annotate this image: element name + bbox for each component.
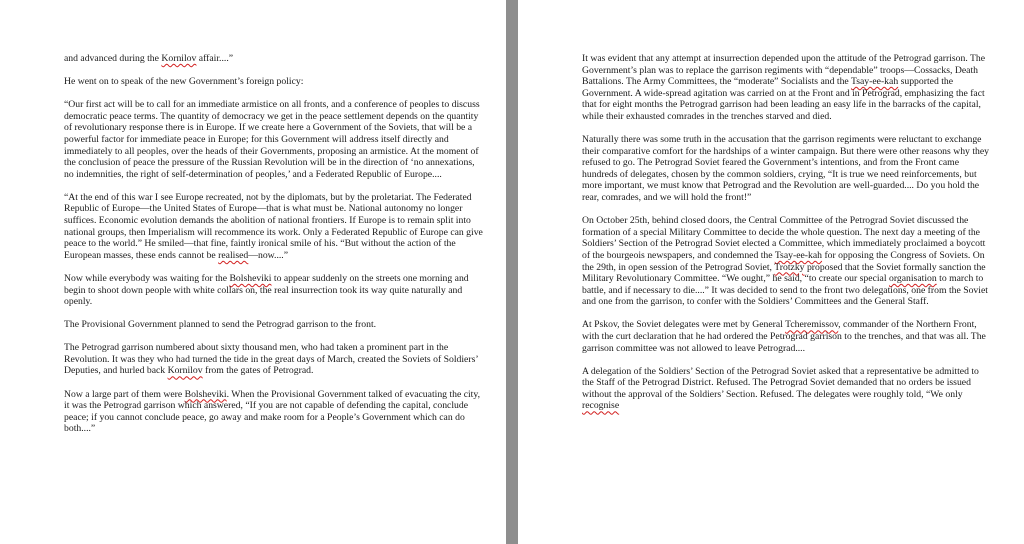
text-run: The Provisional Government planned to send the Petrograd garrison to the front.: [64, 319, 377, 331]
text-run: Now a large part of them were: [64, 388, 185, 400]
spellcheck-flagged-word: Kornilov: [161, 53, 197, 64]
body-paragraph: [582, 319, 990, 354]
text-run: He went on to speak of the new Government’s foreign policy:: [64, 76, 304, 88]
text-run: —now....”: [248, 249, 289, 261]
spellcheck-flagged-word: Tsay-ee-kah: [774, 249, 823, 261]
spellcheck-flagged-word: Kornilov: [167, 365, 203, 377]
spellcheck-flagged-word: Tcheremissov: [785, 319, 839, 331]
spellcheck-flagged-word: Bolsheviki: [229, 272, 272, 284]
text-run: supported the Government. A wide-spread agitation was carried on at the Front and in Petrograd, emphasizing the fact that for eight months the Petrograd garrison had been leading an easy life in the barracks of the capital, while their exhausted comrades in the trenches starved and died.: [582, 76, 985, 122]
text-run: At Pskov, the Soviet delegates were met by General: [582, 319, 786, 331]
text-run: The Petrograd garrison numbered about sixty thousand men, who had taken a prominent part in the Revolution. It was they who had turned the tide in the great days of March, created the Soviets of Soldiers’ Deputies, and hurled back: [64, 342, 478, 377]
text-run: Naturally there was some truth in the accusation that the garrison regiments were reluctant to exchange their comparative comfort for the hardships of a winter campaign. But there were other reasons why they refused to go. The Petrograd Soviet feared the Government’s intentions, and from the Front came hundreds of delegates, chosen by the common soldiers, crying, “It is true we need reinforcements, but more important, we must know that Petrograd and the Revolution are well-guarded.... Do you hold the rear, comrades, and we will hold the front!”: [582, 134, 990, 204]
spellcheck-flagged-word: Trotzky: [774, 261, 805, 273]
body-paragraph: [64, 76, 484, 88]
document-page-left[interactable]: [0, 0, 506, 544]
body-paragraph: [582, 134, 990, 204]
spellcheck-flagged-word: Tsay-ee-kah: [850, 76, 899, 88]
body-paragraph: [64, 99, 484, 180]
body-paragraph: [64, 53, 484, 65]
text-run: to march to battle, and if necessary to die....” It was decided to send to the front two delegations, one from the Soviet and one from the garrison, to confer with the Soldiers’ Committees and the General Staff.: [582, 273, 988, 308]
text-run: for opposing the Congress of Soviets. On the 29th, in open session of the Petrograd Soviet,: [582, 249, 985, 273]
text-run: A delegation of the Soldiers’ Section of the Petrograd Soviet asked that a representative be admitted to the Staff of the Petrograd District. Refused. The Petrograd Soviet demanded that no orders be issued without the approval of the Soldiers’ Section. Refused. The delegates were roughly told, “We only: [582, 365, 979, 400]
text-run: “At the end of this war I see Europe recreated, not by the diplomats, but by the proletariat. The Federated Republic of Europe—the United States of Europe—that is what must be. National autonomy no longer suffices. Economic evolution demands the abolition of national frontiers. If Europe is to remain split into national groups, then Imperialism will recommence its work. Only a Federated Republic of Europe can give peace to the world.” He smiled—that fine, faintly ironical smile of his. “But without the action of the European masses, these ends cannot be: [64, 191, 483, 261]
body-paragraph: [582, 53, 990, 123]
text-run: Now while everybody was waiting for the: [64, 272, 230, 284]
body-paragraph: [582, 366, 990, 412]
body-paragraph: [64, 192, 484, 262]
text-run: and advanced during the: [64, 53, 162, 64]
text-run: , commander of the Northern Front, with the curt declaration that he had ordered the Petrograd garrison to the trenches, and that was all. The garrison committee was not allowed to leave Petrograd....: [582, 319, 986, 354]
spellcheck-flagged-word: realised: [218, 249, 249, 261]
spellcheck-flagged-word: organisation: [888, 273, 937, 285]
text-run: from the gates of Petrograd.: [202, 365, 314, 377]
spellcheck-flagged-word: Bolsheviki: [184, 388, 227, 400]
body-paragraph: [64, 342, 484, 377]
spellcheck-flagged-word: recognise: [582, 400, 620, 412]
document-page-right[interactable]: [518, 0, 1024, 544]
body-paragraph: [64, 389, 484, 435]
text-run: “Our first act will be to call for an immediate armistice on all fronts, and a conference of peoples to discuss democratic peace terms. The quantity of democracy we get in the peace settlement depends on the quantity of revolutionary response there is in Europe. If we create here a Government of the Soviets, that will be a powerful factor for immediate peace in Europe; for this Government will address itself directly and immediately to all peoples, over the heads of their Governments, proposing an armistice. At the moment of the conclusion of peace the pressure of the Russian Revolution will be in the direction of ‘no annexations, no indemnities, the right of self-determination of peoples,’ and a Federated Republic of Europe....: [64, 99, 480, 180]
text-run: proposed that the Soviet formally sanction the Military Revolutionary Committee. “We ought,” he said, “to create our special: [582, 261, 986, 285]
text-run: It was evident that any attempt at insurrection depended upon the attitude of the Petrograd garrison. The Government’s plan was to replace the garrison regiments with “dependable” troops—Cossacks, Death Battalions. The Army Committees, the “moderate” Socialists and the: [582, 53, 986, 88]
text-run: . When the Provisional Government talked of evacuating the city, it was the Petrograd garrison which answered, “If you are not capable of defending the capital, conclude peace; if you cannot conclude peace, go away and make room for a People’s Government which can do both....”: [64, 388, 481, 435]
body-paragraph: [64, 319, 484, 331]
text-run: to appear suddenly on the streets one morning and begin to shoot down people with white collars on, the real insurrection took its way quite naturally and openly.: [64, 272, 469, 308]
body-paragraph: [582, 215, 990, 308]
text-run: On October 25th, behind closed doors, the Central Committee of the Petrograd Soviet discussed the formation of a special Military Committee to decide the whole question. The next day a meeting of the Soldiers’ Section of the Petrograd Soviet elected a Committee, which immediately proclaimed a boycott of the bourgeois newspapers, and condemned the: [582, 215, 986, 261]
body-paragraph: [64, 273, 484, 308]
page-gutter: [506, 0, 518, 544]
text-run: affair....”: [196, 53, 234, 64]
